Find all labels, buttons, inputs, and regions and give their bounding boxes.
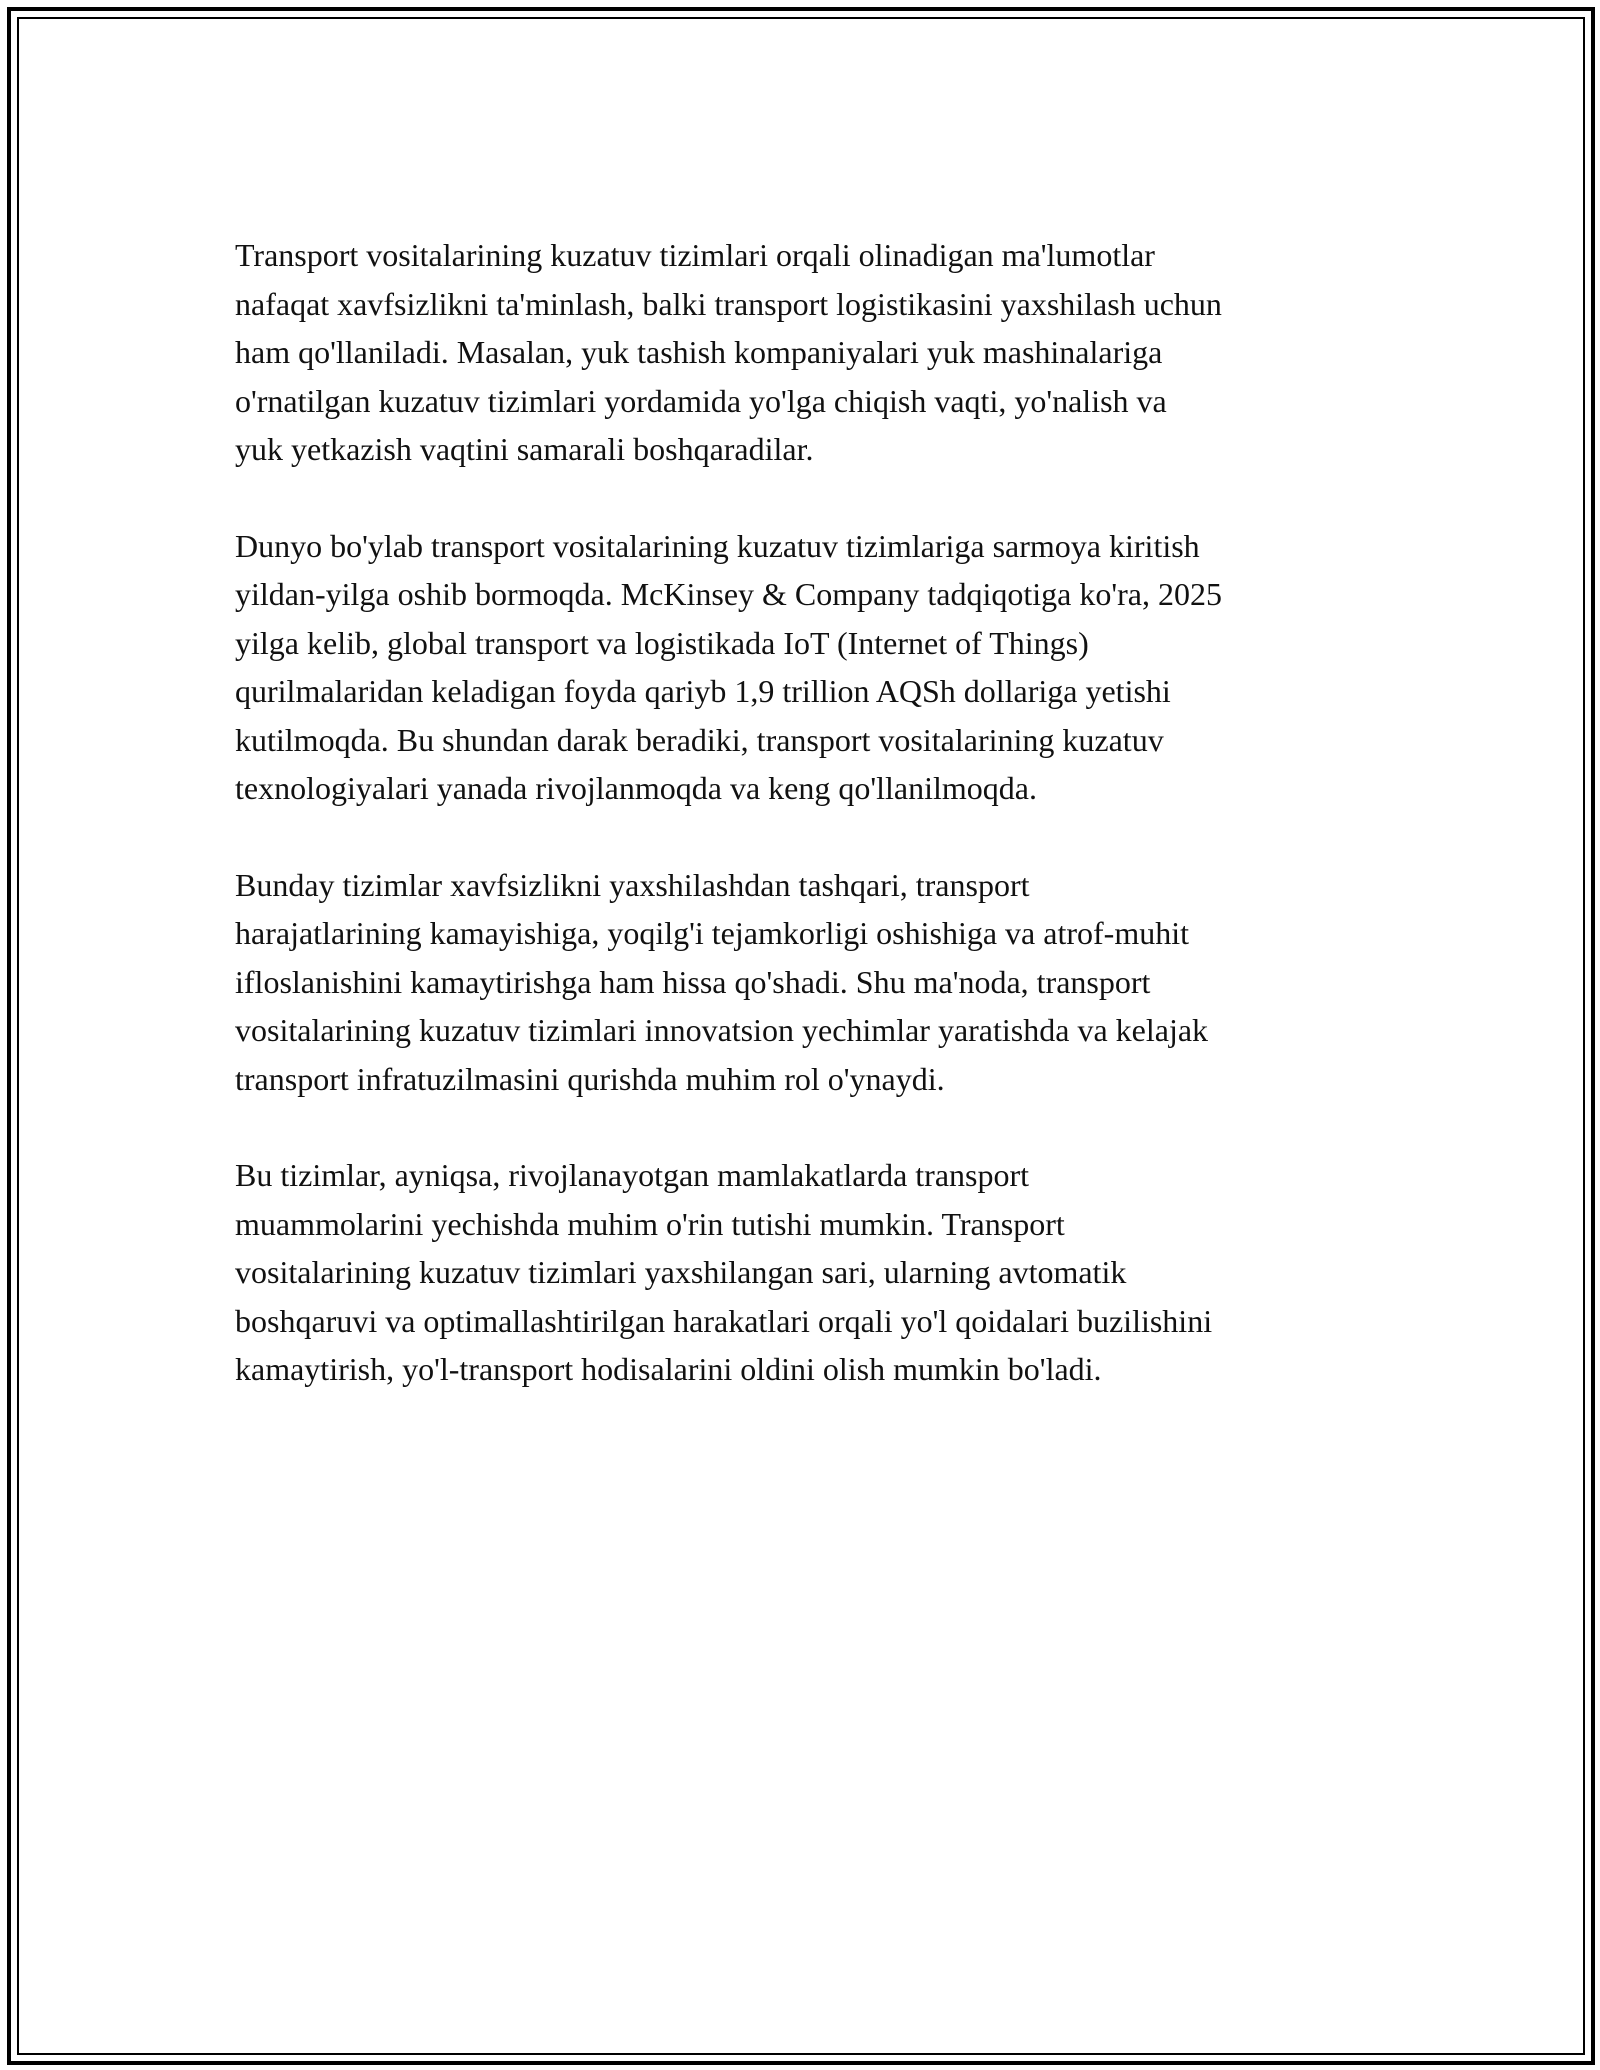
paragraph-3: Bunday tizimlar xavfsizlikni yaxshilashdan tashqari, transport harajatlarining kamayishiga, yoqilg'i tejamkorligi oshishiga va atrof-muhit ifloslanishini kamaytirishga ham hissa qo'shadi. Shu ma'noda, transport vositalarining kuzatuv tizimlari innovatsion yechimlar yaratishda va kelajak transport infratuzilmasini qurishda muhim rol o'ynaydi. [235, 866, 1209, 1097]
paragraph-2: Dunyo bo'ylab transport vositalarining kuzatuv tizimlariga sarmoya kiritish yildan-yilga oshib bormoqda. McKinsey & Company tadqiqotiga ko'ra, 2025 yilga kelib, global transport va logistikada IoT (Internet of Things) qurilmalaridan keladigan foyda qariyb 1,9 trillion AQSh dollariga yetishi kutilmoqda. Bu shundan darak beradiki, transport vositalarining kuzatuv texnologiyalari yanada rivojlanmoqda va keng qo'llanilmoqda. [235, 527, 1222, 806]
document-body [235, 231, 1385, 1442]
paragraph-4: Bu tizimlar, ayniqsa, rivojlanayotgan mamlakatlarda transport muammolarini yechishda muhim o'rin tutishi mumkin. Transport vositalarining kuzatuv tizimlari yaxshilangan sari, ularning avtomatik boshqaruvi va optimallashtirilgan harakatlari orqali yo'l qoidalari buzilishini kamaytirish, yo'l-transport hodisalarini oldini olish mumkin bo'ladi. [235, 1157, 1213, 1387]
paragraph-1: Transport vositalarining kuzatuv tizimlari orqali olinadigan ma'lumotlar nafaqat xavfsizlikni ta'minlash, balki transport logistikasini yaxshilash uchun ham qo'llaniladi. Masalan, yuk tashish kompaniyalari yuk mashinalariga o'rnatilgan kuzatuv tizimlari yordamida yo'lga chiqish vaqti, yo'nalish va yuk yetkazish vaqtini samarali boshqaradilar. [235, 237, 1222, 467]
